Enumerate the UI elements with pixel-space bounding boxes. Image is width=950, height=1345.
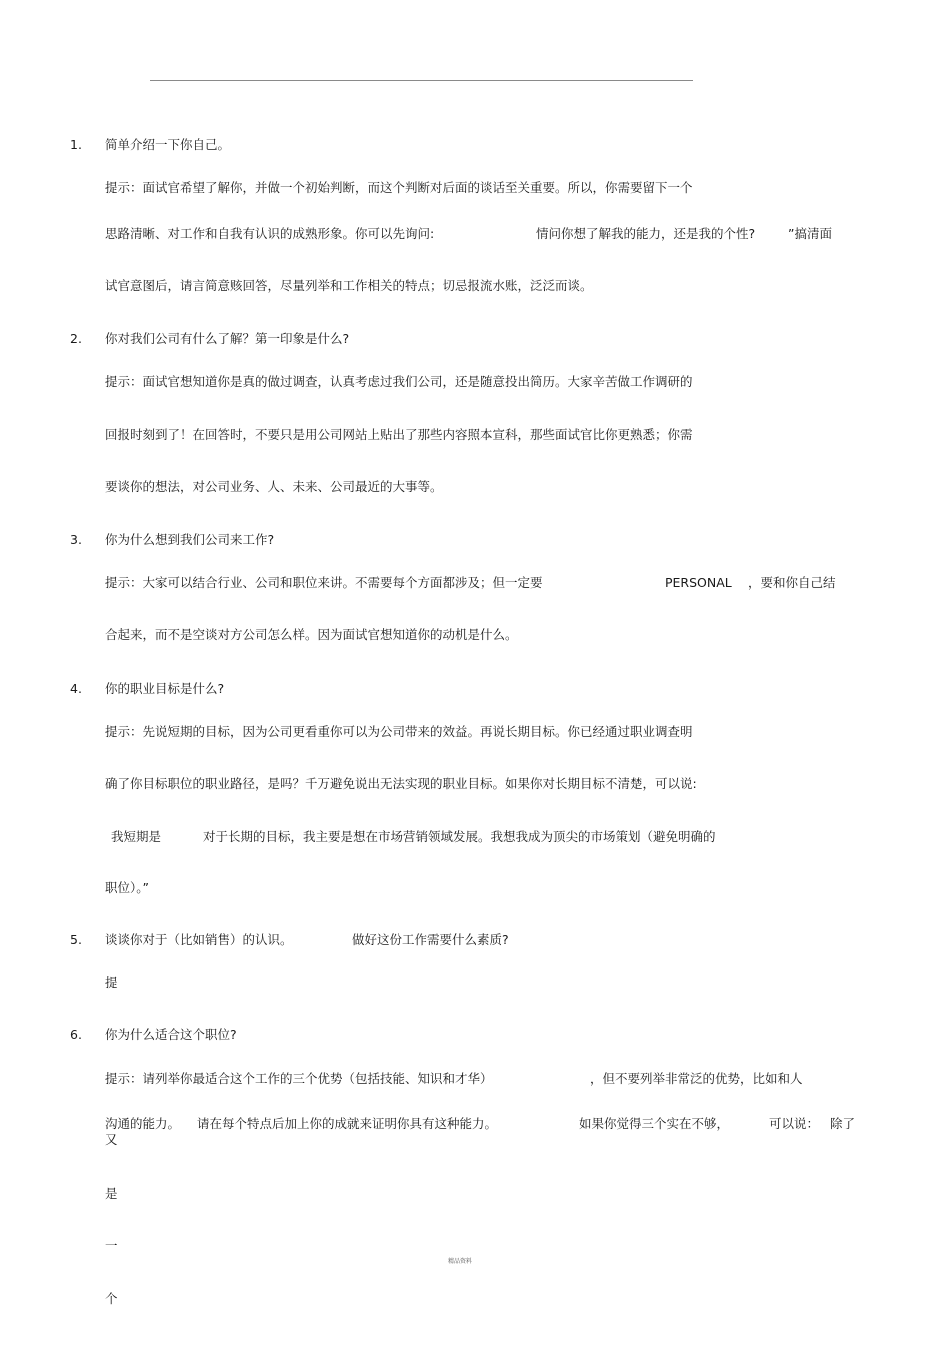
q1-hint-line2a: 思路清晰、对工作和自我有认识的成熟形象。你可以先询问: bbox=[105, 226, 435, 241]
q1-number: 1. bbox=[70, 137, 82, 152]
q4-hint-line3b: 对于长期的目标，我主要是想在市场营销领域发展。我想我成为顶尖的市场策划（避免明确的 bbox=[203, 829, 716, 844]
q2-hint-line2: 回报时刻到了！在回答时，不要只是用公司网站上贴出了那些内容照本宣科，那些面试官比你更熟悉；你需 bbox=[105, 427, 693, 442]
q2-hint-line3: 要谈你的想法，对公司业务、人、未来、公司最近的大事等。 bbox=[105, 479, 443, 494]
page-footer: 精品资料 bbox=[448, 1258, 473, 1265]
q5-title-b: 做好这份工作需要什么素质? bbox=[352, 932, 509, 947]
q1-hint-line2c: ”搞清面 bbox=[788, 226, 832, 241]
q6-hint-line1b: ，但不要列举非常泛的优势，比如和人 bbox=[590, 1071, 803, 1086]
q6-hint-line2c: 如果你觉得三个实在不够， bbox=[579, 1116, 730, 1131]
q6-hint-line2d: 可以说： bbox=[769, 1116, 820, 1131]
q6-number: 6. bbox=[70, 1027, 82, 1042]
q3-hint-line1c: ，要和你自己结 bbox=[748, 575, 836, 590]
q2-number: 2. bbox=[70, 331, 82, 346]
q5-hint-line1: 提 bbox=[105, 975, 118, 990]
q1-title: 简单介绍一下你自己。 bbox=[105, 137, 231, 152]
q3-hint-line2: 合起来，而不是空谈对方公司怎么样。因为面试官想知道你的动机是什么。 bbox=[105, 627, 518, 642]
header-rule bbox=[150, 80, 693, 81]
q4-number: 4. bbox=[70, 681, 82, 696]
q6-hint-line2a: 沟通的能力。 bbox=[105, 1116, 181, 1131]
q4-hint-line3a: 我短期是 bbox=[111, 829, 162, 844]
q6-hint-line2e: 除了 bbox=[830, 1116, 856, 1131]
q2-hint-line1: 提示：面试官想知道你是真的做过调查，认真考虑过我们公司，还是随意投出简历。大家辛苦做工作调研的 bbox=[105, 374, 693, 389]
q3-hint-line1a: 提示：大家可以结合行业、公司和职位来讲。不需要每个方面都涉及；但一定要 bbox=[105, 575, 543, 590]
q6-hint-line2f: 又 bbox=[105, 1132, 118, 1147]
q1-hint-line1: 提示：面试官希望了解你，并做一个初始判断，而这个判断对后面的谈话至关重要。所以，你需要留下一个 bbox=[105, 180, 693, 195]
q5-number: 5. bbox=[70, 932, 82, 947]
q4-hint-line2: 确了你目标职位的职业路径，是吗？千万避免说出无法实现的职业目标。如果你对长期目标不清楚，可以说: bbox=[105, 776, 697, 791]
q4-hint-line4: 职位）。” bbox=[105, 880, 149, 895]
q2-title: 你对我们公司有什么了解？第一印象是什么? bbox=[105, 331, 350, 346]
q5-title-a: 谈谈你对于（比如销售）的认识。 bbox=[105, 932, 293, 947]
q6-vertical-char-1: 是 bbox=[105, 1186, 118, 1201]
q4-hint-line1: 提示：先说短期的目标，因为公司更看重你可以为公司带来的效益。再说长期目标。你已经通过职业调查明 bbox=[105, 724, 693, 739]
q6-title: 你为什么适合这个职位? bbox=[105, 1027, 237, 1042]
q3-number: 3. bbox=[70, 532, 82, 547]
q1-hint-line2b: 情问你想了解我的能力，还是我的个性? bbox=[536, 226, 756, 241]
q4-title: 你的职业目标是什么? bbox=[105, 681, 225, 696]
q6-hint-line2b: 请在每个特点后加上你的成就来证明你具有这种能力。 bbox=[197, 1116, 498, 1131]
q6-vertical-char-3: 个 bbox=[105, 1291, 118, 1306]
q3-title: 你为什么想到我们公司来工作? bbox=[105, 532, 275, 547]
q3-hint-line1b: PERSONAL bbox=[665, 575, 732, 590]
q1-hint-line3: 试官意图后，请言简意赅回答，尽量列举和工作相关的特点；切忌报流水账，泛泛而谈。 bbox=[105, 278, 593, 293]
q6-hint-line1a: 提示：请列举你最适合这个工作的三个优势（包括技能、知识和才华） bbox=[105, 1071, 493, 1086]
q6-vertical-char-2: 一 bbox=[105, 1238, 118, 1253]
